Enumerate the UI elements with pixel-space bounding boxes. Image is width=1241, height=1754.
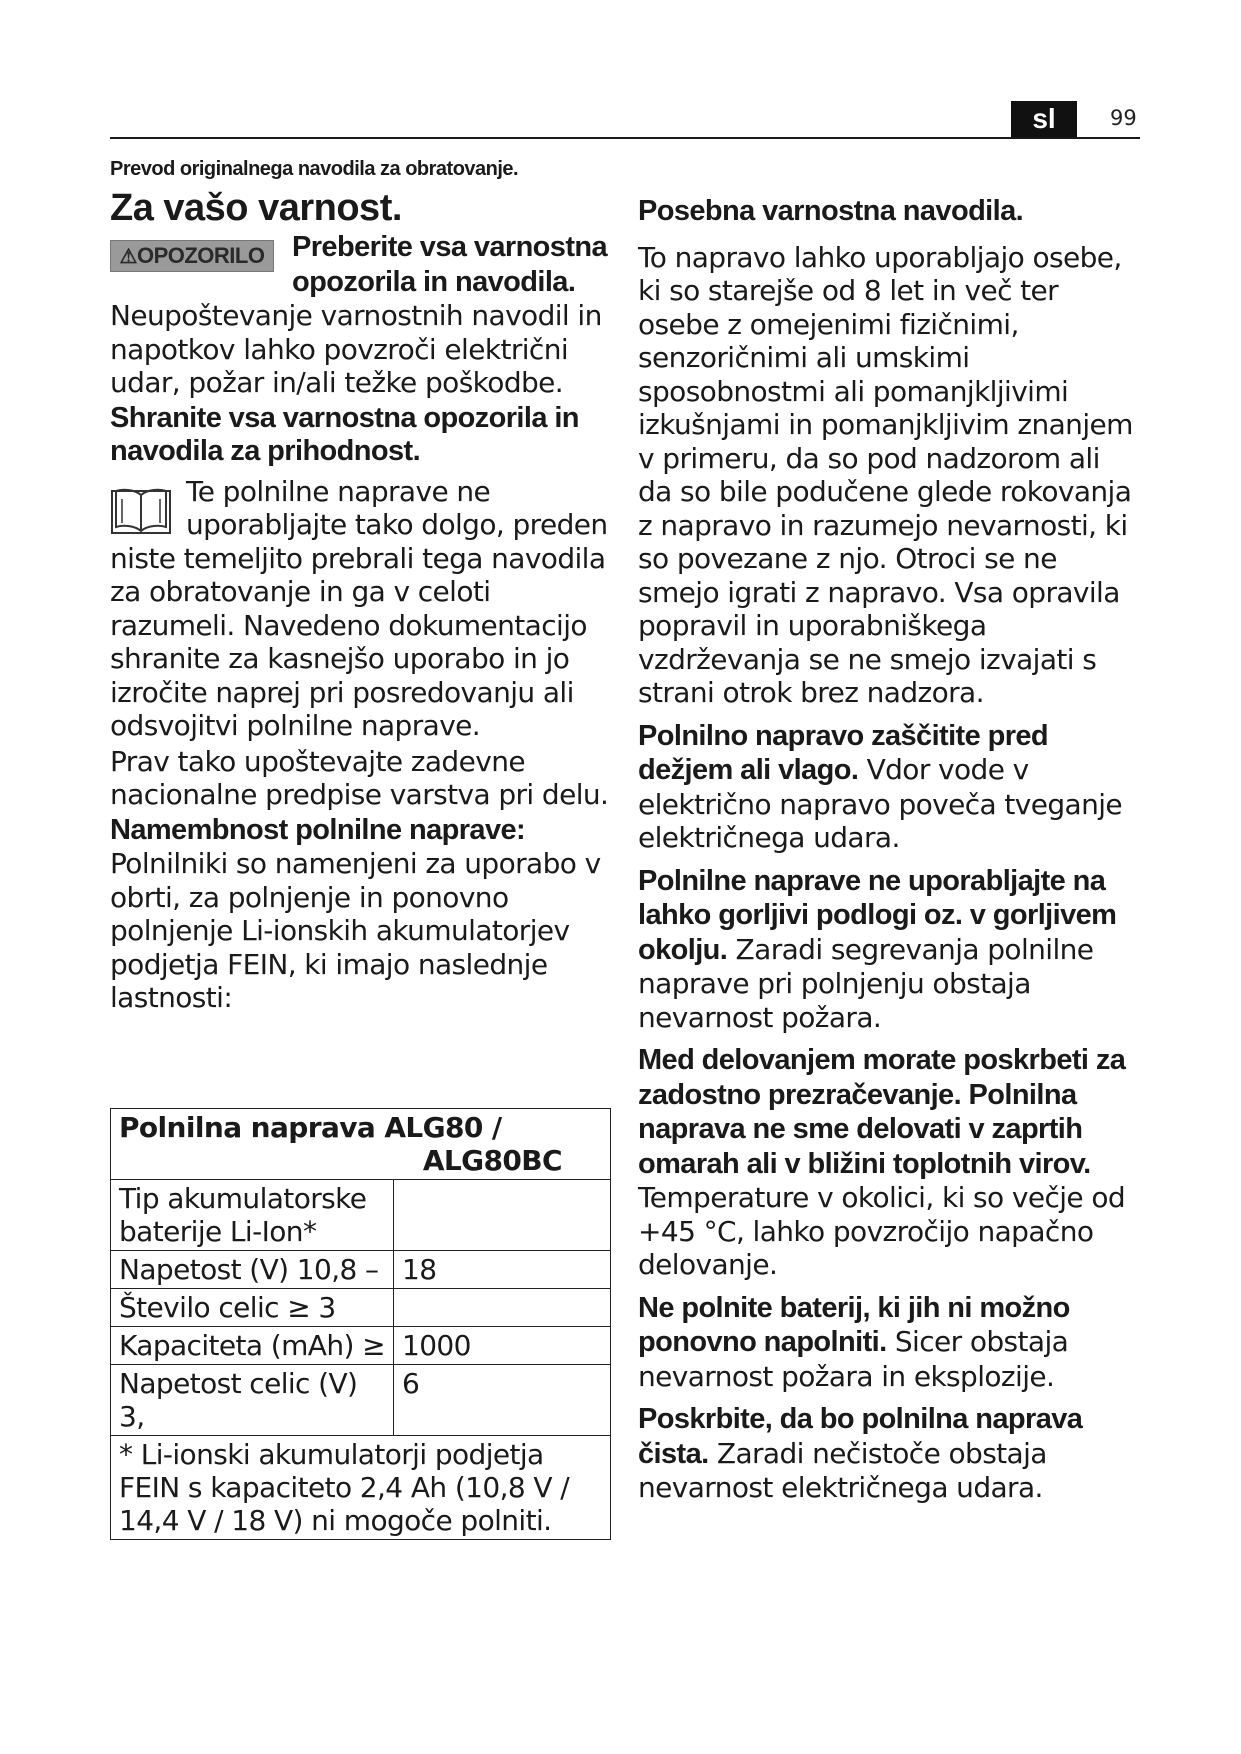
right-column: [638, 195, 1138, 1514]
page-number: 99: [1110, 106, 1137, 130]
ventilation-paragraph: [638, 1043, 1138, 1282]
table-row: [111, 1251, 611, 1289]
table-cell-value: 18: [394, 1251, 611, 1289]
left-column: [110, 186, 610, 1015]
table-header-cell: [111, 1109, 611, 1180]
table-cell-label: Napetost (V) 10,8 –: [111, 1251, 394, 1289]
warning-badge-label: OPOZORILO: [136, 243, 265, 268]
table-header-left: Polnilna naprava ALG80 /: [119, 1111, 502, 1144]
nonrechargeable-paragraph: [638, 1291, 1138, 1394]
warning-bold: Preberite vsa varnostna opozorila in navodila.: [292, 231, 608, 298]
warning-block: [110, 230, 610, 400]
nonrechargeable-text: Sicer obstaja nevarnost požara in eksplozije.: [638, 1325, 1069, 1393]
table-cell-value: [394, 1180, 611, 1251]
table-footnote-row: [111, 1436, 611, 1540]
table-footnote: * Li-ionski akumulatorji podjetja FEIN s kapaciteto 2,4 Ah (10,8 V / 14,4 V / 18 V) ni mogoče polniti.: [111, 1436, 611, 1540]
table-cell-label: Kapaciteta (mAh) ≥: [111, 1327, 394, 1365]
rain-bold: Polnilno napravo zaščitite pred dežjem ali vlago.: [638, 719, 1049, 786]
spec-table: [110, 1108, 611, 1540]
nonrechargeable-bold: Ne polnite baterij, ki jih ni možno ponovno napolniti.: [638, 1291, 1070, 1358]
language-tab: sl: [1011, 101, 1077, 137]
persons-paragraph: To napravo lahko uporabljajo osebe, ki so starejše od 8 let in več ter osebe z omejenimi fizičnimi, senzoričnimi ali umskimi sposobnostmi ali pomanjkljivimi izkušnjami in pomanjkljivim znanjem v primeru, da so pod nadzorom ali da so bile podučene glede rokovanja z napravo in razumejo nevarnosti, ki so povezane z njo. Otroci se ne smejo igrati z napravo. Vsa opravila popravil in uporabniškega vzdrževanja se ne smejo izvajati s strani otrok brez nadzora.: [638, 240, 1133, 709]
ventilation-bold: Med delovanjem morate poskrbeti za zadostno prezračevanje. Polnilna naprava ne sme delovati v zaprtih omarah ali v bližini toplotnih virov.: [638, 1044, 1126, 1180]
ventilation-text: Temperature v okolici, ki so večje od +45 °C, lahko povzročijo napačno delovanje.: [638, 1181, 1126, 1281]
warning-badge: [110, 240, 274, 272]
clean-text: Zaradi nečistoče obstaja nevarnost električnega udara.: [638, 1436, 1047, 1504]
flammable-paragraph: [638, 864, 1138, 1035]
manual-block: [110, 475, 610, 743]
table-row: [111, 1289, 611, 1327]
manual-paragraph: Te polnilne naprave ne uporabljajte tako dolgo, preden niste temeljito prebrali tega navodila za obratovanje in ga v celoti razumeli. Navedeno dokumentacijo shranite za kasnejšo uporabo in jo izročite naprej pri posredovanju ali odsvojitvi polnilne naprave.: [110, 474, 608, 742]
purpose-heading: Namembnost polnilne naprave:: [110, 813, 526, 846]
table-row: [111, 1365, 611, 1436]
flammable-text: Zaradi segrevanja polnilne naprave pri polnjenju obstaja nevarnost požara.: [638, 932, 1094, 1034]
flammable-bold: Polnilne naprave ne uporabljajte na lahko gorljivi podlogi oz. v gorljivem okolju.: [638, 864, 1117, 966]
warning-triangle-icon: ⚠: [119, 246, 137, 268]
table-cell-value: 1000: [394, 1327, 611, 1365]
regulations-paragraph: Prav tako upoštevajte zadevne nacionalne predpise varstva pri delu.: [110, 744, 609, 811]
warning-text: Neupoštevanje varnostnih navodil in napotkov lahko povzroči električni udar, požar in/ali težke poškodbe.: [110, 299, 602, 399]
header-rule: [110, 137, 1140, 139]
translation-note: Prevod originalnega navodila za obratovanje.: [110, 158, 519, 180]
clean-paragraph: [638, 1402, 1138, 1505]
section-title: Za vašo varnost.: [110, 187, 402, 229]
table-cell-value: 6: [394, 1365, 611, 1436]
table-row: [111, 1327, 611, 1365]
table-cell-label: Tip akumulatorske baterije Li-Ion*: [111, 1180, 394, 1251]
table-header-row: [111, 1109, 611, 1180]
special-safety-heading: Posebna varnostna navodila.: [638, 195, 1024, 227]
table-cell-value: [394, 1289, 611, 1327]
keep-instructions: Shranite vsa varnostna opozorila in navodila za prihodnost.: [110, 401, 579, 467]
table-row: [111, 1180, 611, 1251]
rain-paragraph: [638, 719, 1138, 855]
clean-bold: Poskrbite, da bo polnilna naprava čista.: [638, 1403, 1083, 1470]
book-icon: [110, 481, 172, 537]
rain-text: Vdor vode v električno napravo poveča tveganje električnega udara.: [638, 753, 1123, 854]
table-header-right: ALG80BC: [422, 1144, 562, 1177]
purpose-paragraph: Polnilniki so namenjeni za uporabo v obrti, za polnjenje in ponovno polnjenje Li-ionskih akumulatorjev podjetja FEIN, ki imajo naslednje lastnosti:: [110, 847, 601, 1014]
table-cell-label: Napetost celic (V) 3,: [111, 1365, 394, 1436]
table-cell-label: Število celic ≥ 3: [111, 1289, 394, 1327]
